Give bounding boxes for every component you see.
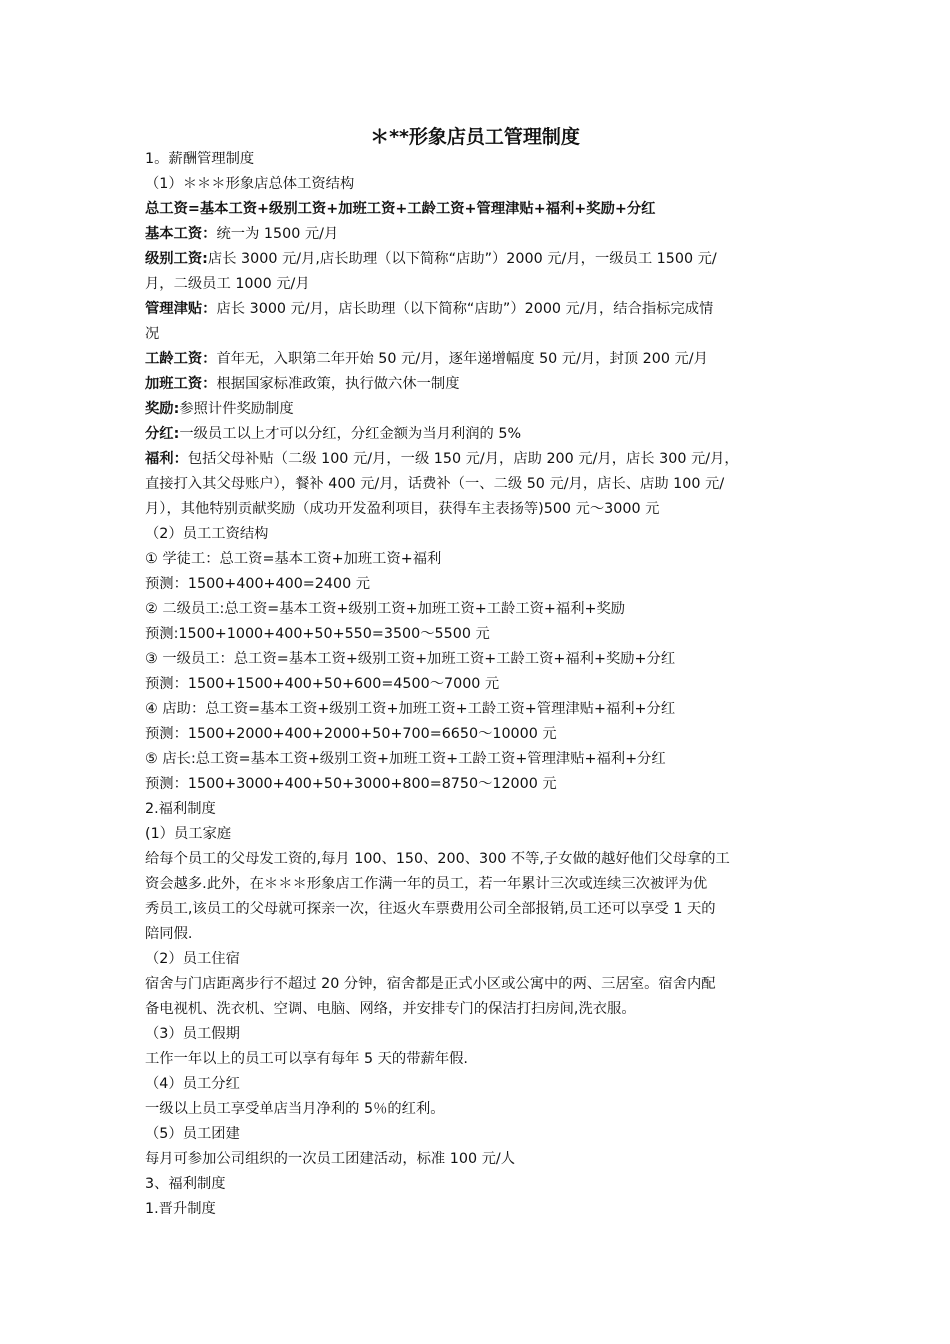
line-text: 陪同假. [145, 926, 193, 942]
text-line [145, 297, 810, 322]
text-line [145, 1197, 810, 1222]
text-line [145, 447, 810, 472]
line-text: 包括父母补贴（二级 100 元/月，一级 150 元/月，店助 200 元/月，店长 300 元/月， [187, 451, 739, 467]
document-body [145, 147, 810, 1222]
line-text: 1.晋升制度 [145, 1201, 216, 1217]
line-text: 宿舍与门店距离步行不超过 20 分钟，宿舍都是正式小区或公寓中的两、三居室。宿舍内配 [145, 976, 716, 992]
bold-lead: 分红: [145, 426, 180, 442]
text-line [145, 1147, 810, 1172]
document-title: ＊**形象店员工管理制度 [370, 126, 580, 148]
text-line [145, 647, 810, 672]
line-text: 预测：1500+2000+400+2000+50+700=6650～10000 元 [145, 726, 557, 742]
text-line [145, 197, 810, 222]
text-line [145, 622, 810, 647]
line-text: 1。薪酬管理制度 [145, 151, 255, 167]
text-line [145, 347, 810, 372]
bold-lead: 奖励: [145, 401, 180, 417]
line-text: 工作一年以上的员工可以享有每年 5 天的带薪年假. [145, 1051, 468, 1067]
line-text: 备电视机、洗衣机、空调、电脑、网络，并安排专门的保洁打扫房间,洗衣服。 [145, 1001, 636, 1017]
text-line [145, 1047, 810, 1072]
line-text: ② 二级员工:总工资=基本工资+级别工资+加班工资+工龄工资+福利+奖励 [145, 601, 626, 617]
bold-lead: 福利： [145, 451, 188, 467]
text-line [145, 497, 810, 522]
line-text: （2）员工工资结构 [145, 526, 269, 542]
line-text: 给每个员工的父母发工资的,每月 100、150、200、300 不等,子女做的越好他们父母拿的工 [145, 851, 730, 867]
line-text: 秀员工,该员工的父母就可探亲一次，往返火车票费用公司全部报销,员工还可以享受 1 天的 [145, 901, 716, 917]
line-text: 一级员工以上才可以分红，分红金额为当月利润的 5% [179, 426, 522, 442]
text-line [145, 872, 810, 897]
text-line [145, 222, 810, 247]
line-text: 店长 3000 元/月,店长助理（以下简称“店助”）2000 元/月，一级员工 1500 元/ [207, 251, 717, 267]
text-line [145, 722, 810, 747]
line-text: 预测:1500+1000+400+50+550=3500～5500 元 [145, 626, 490, 642]
text-line [145, 1022, 810, 1047]
text-line [145, 972, 810, 997]
line-text: 月，二级员工 1000 元/月 [145, 276, 310, 292]
text-line [145, 1097, 810, 1122]
line-text: 2.福利制度 [145, 801, 216, 817]
text-line [145, 247, 810, 272]
line-text: 一级以上员工享受单店当月净利的 5％的红利。 [145, 1101, 445, 1117]
text-line [145, 522, 810, 547]
text-line [145, 397, 810, 422]
bold-lead: 总工资=基本工资+级别工资+加班工资+工龄工资+管理津贴+福利+奖励+分红 [145, 201, 656, 217]
line-text: 3、福利制度 [145, 1176, 226, 1192]
line-text: 预测：1500+400+400=2400 元 [145, 576, 371, 592]
text-line [145, 822, 810, 847]
line-text: 统一为 1500 元/月 [216, 226, 339, 242]
bold-lead: 工龄工资： [145, 351, 217, 367]
text-line [145, 1172, 810, 1197]
line-text: 资会越多.此外，在＊＊＊形象店工作满一年的员工，若一年累计三次或连续三次被评为优 [145, 876, 708, 892]
text-line [145, 172, 810, 197]
line-text: 直接打入其父母账户），餐补 400 元/月，话费补（一、二级 50 元/月，店长、店助 100 元/ [145, 476, 725, 492]
text-line [145, 372, 810, 397]
text-line [145, 322, 810, 347]
line-text: ④ 店助：总工资=基本工资+级别工资+加班工资+工龄工资+管理津贴+福利+分红 [145, 701, 676, 717]
text-line [145, 997, 810, 1022]
text-line [145, 897, 810, 922]
text-line [145, 947, 810, 972]
text-line [145, 797, 810, 822]
text-line [145, 1072, 810, 1097]
text-line [145, 922, 810, 947]
text-line [145, 422, 810, 447]
text-line [145, 847, 810, 872]
text-line [145, 272, 810, 297]
text-line [145, 572, 810, 597]
text-line [145, 597, 810, 622]
text-line [145, 547, 810, 572]
line-text: 月），其他特别贡献奖励（成功开发盈利项目，获得车主表扬等)500 元～3000 元 [145, 501, 660, 517]
text-line [145, 472, 810, 497]
line-text: （2）员工住宿 [145, 951, 240, 967]
line-text: 预测：1500+3000+400+50+3000+800=8750～12000 元 [145, 776, 557, 792]
bold-lead: 加班工资： [145, 376, 217, 392]
line-text: 首年无，入职第二年开始 50 元/月，逐年递增幅度 50 元/月，封顶 200 元/月 [216, 351, 708, 367]
bold-lead: 管理津贴： [145, 301, 217, 317]
line-text: 根据国家标准政策，执行做六休一制度 [216, 376, 460, 392]
bold-lead: 级别工资: [145, 251, 208, 267]
line-text: （4）员工分红 [145, 1076, 240, 1092]
line-text: 预测：1500+1500+400+50+600=4500～7000 元 [145, 676, 500, 692]
text-line [145, 672, 810, 697]
line-text: （5）员工团建 [145, 1126, 240, 1142]
line-text: ⑤ 店长:总工资=基本工资+级别工资+加班工资+工龄工资+管理津贴+福利+分红 [145, 751, 666, 767]
bold-lead: 基本工资： [145, 226, 217, 242]
line-text: 参照计件奖励制度 [179, 401, 294, 417]
line-text: 店长 3000 元/月，店长助理（以下简称“店助”）2000 元/月，结合指标完成情 [216, 301, 714, 317]
text-line [145, 1122, 810, 1147]
line-text: ③ 一级员工：总工资=基本工资+级别工资+加班工资+工龄工资+福利+奖励+分红 [145, 651, 676, 667]
line-text: 况 [145, 326, 160, 342]
text-line [145, 147, 810, 172]
text-line [145, 747, 810, 772]
text-line [145, 772, 810, 797]
text-line [145, 697, 810, 722]
line-text: （3）员工假期 [145, 1026, 240, 1042]
line-text: (1）员工家庭 [145, 826, 232, 842]
line-text: 每月可参加公司组织的一次员工团建活动，标准 100 元/人 [145, 1151, 516, 1167]
line-text: （1）＊＊＊形象店总体工资结构 [145, 176, 355, 192]
line-text: ① 学徒工：总工资=基本工资+加班工资+福利 [145, 551, 442, 567]
